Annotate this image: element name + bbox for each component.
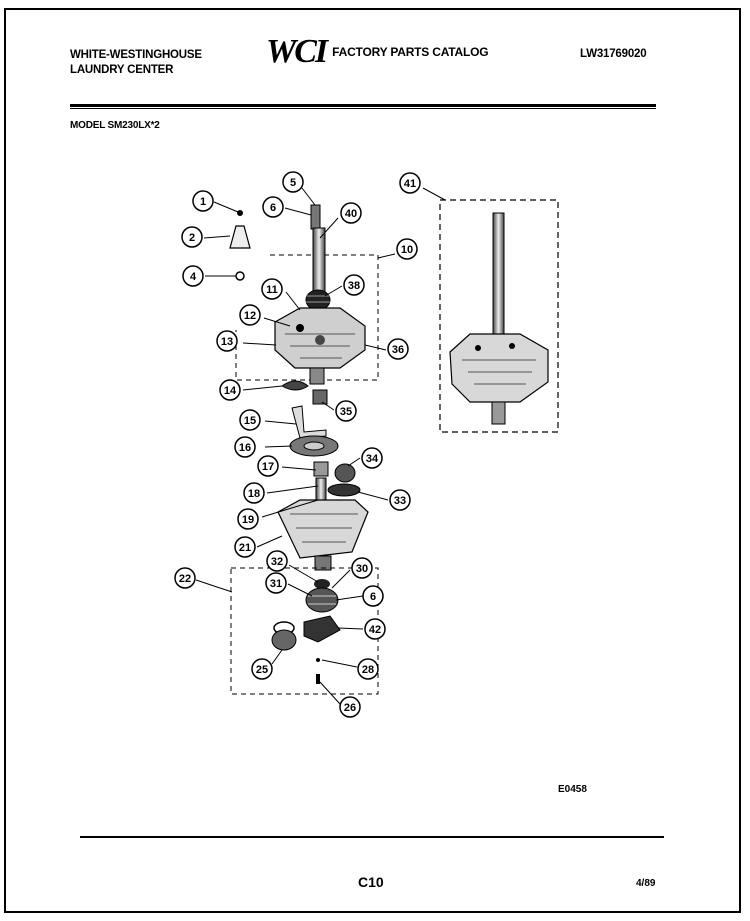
callout-label: 42 xyxy=(368,624,382,636)
model-label: MODEL SM230LX*2 xyxy=(70,120,160,131)
callout-label: 33 xyxy=(393,495,407,507)
callout-1 xyxy=(193,191,213,211)
transmission-base xyxy=(278,500,368,570)
callout-label: 36 xyxy=(391,344,405,356)
callout-10 xyxy=(397,239,417,259)
callout-33 xyxy=(390,490,410,510)
callout-30 xyxy=(352,558,372,578)
callout-label: 15 xyxy=(243,415,257,427)
callout-15 xyxy=(240,410,260,430)
callout-11 xyxy=(262,279,282,299)
callout-42 xyxy=(365,619,385,639)
callout-38 xyxy=(344,275,364,295)
callout-label: 25 xyxy=(255,664,269,676)
callout-label: 17 xyxy=(261,461,275,473)
callout-5 xyxy=(283,172,303,192)
callout-4 xyxy=(183,266,203,286)
callout-label: 18 xyxy=(247,488,261,500)
callout-label: 16 xyxy=(238,442,252,454)
callout-label: 32 xyxy=(270,556,284,568)
callout-label: 13 xyxy=(220,336,234,348)
callout-label: 30 xyxy=(355,563,369,575)
callout-label: 6 xyxy=(369,591,377,603)
callout-36 xyxy=(388,339,408,359)
callout-34 xyxy=(362,448,382,468)
callout-label: 31 xyxy=(269,578,283,590)
brake-dashed-box xyxy=(231,568,378,694)
callout-label: 4 xyxy=(189,271,197,283)
callout-16 xyxy=(235,437,255,457)
callout-6 xyxy=(363,586,383,606)
callout-label: 35 xyxy=(339,406,353,418)
callout-32 xyxy=(267,551,287,571)
callout-41 xyxy=(400,173,420,193)
footer-rule xyxy=(80,836,664,838)
callout-18 xyxy=(244,483,264,503)
callout-label: 26 xyxy=(343,702,357,714)
callout-label: 14 xyxy=(223,385,237,397)
catalog-date: 4/89 xyxy=(636,878,656,889)
figure-reference-code: E0458 xyxy=(558,784,587,795)
callout-25 xyxy=(252,659,272,679)
callout-label: 5 xyxy=(289,177,297,189)
callout-label: 38 xyxy=(347,280,361,292)
callout-label: 19 xyxy=(241,514,255,526)
shaft-assembly xyxy=(306,205,330,310)
brand-line-1: WHITE-WESTINGHOUSE xyxy=(70,49,202,61)
callout-12 xyxy=(240,305,260,325)
callout-label: 1 xyxy=(199,196,207,208)
callout-label: 11 xyxy=(266,284,278,296)
brand-line-2: LAUNDRY CENTER xyxy=(70,64,174,76)
callout-label: 34 xyxy=(365,453,379,465)
callout-label: 21 xyxy=(238,542,252,554)
callout-26 xyxy=(340,697,360,717)
callout-35 xyxy=(336,401,356,421)
callout-label: 40 xyxy=(344,208,358,220)
callout-6 xyxy=(263,197,283,217)
callout-21 xyxy=(235,537,255,557)
callout-label: 2 xyxy=(188,232,196,244)
callout-label: 28 xyxy=(361,664,375,676)
callout-17 xyxy=(258,456,278,476)
callout-40 xyxy=(341,203,361,223)
transmission-assembly-inset-box xyxy=(440,200,558,432)
callout-31 xyxy=(266,573,286,593)
callout-22 xyxy=(175,568,195,588)
callout-label: 6 xyxy=(269,202,277,214)
callout-13 xyxy=(217,331,237,351)
callout-label: 41 xyxy=(403,178,417,190)
callout-label: 22 xyxy=(178,573,192,585)
callout-label: 10 xyxy=(400,244,414,256)
catalog-title: FACTORY PARTS CATALOG xyxy=(332,45,489,59)
wci-logo: WCI xyxy=(266,33,327,70)
callout-label: 12 xyxy=(243,310,257,322)
page-number: C10 xyxy=(358,874,384,890)
catalog-id: LW31769020 xyxy=(580,48,647,60)
callout-19 xyxy=(238,509,258,529)
gear-case-housing xyxy=(275,308,365,384)
callout-2 xyxy=(182,227,202,247)
callout-14 xyxy=(220,380,240,400)
callout-28 xyxy=(358,659,378,679)
